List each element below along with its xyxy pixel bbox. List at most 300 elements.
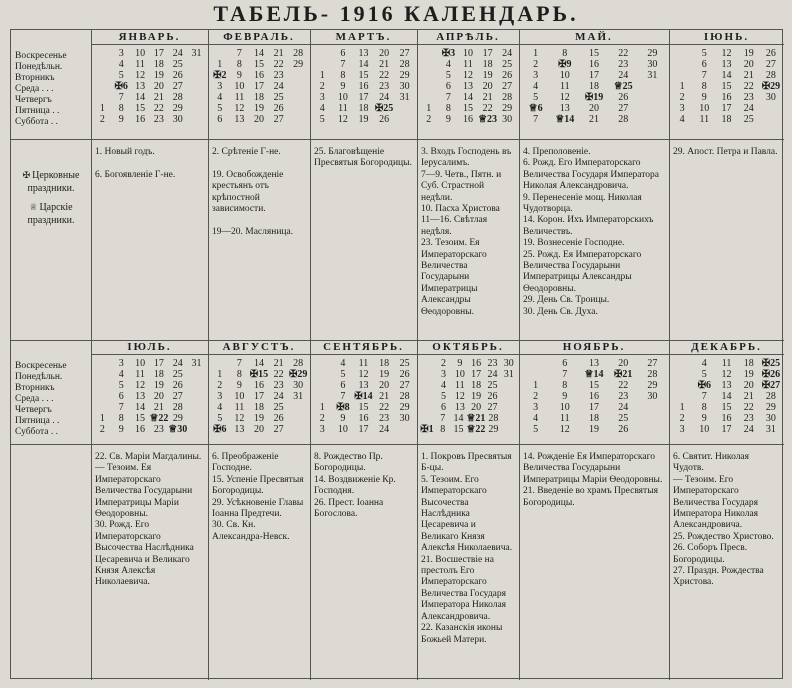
- day-cell: 4: [445, 59, 451, 70]
- day-cell: 2: [217, 380, 223, 391]
- day-cell: 18: [471, 380, 482, 391]
- day-cell: 16: [462, 114, 473, 125]
- day-cell: 24: [618, 70, 629, 81]
- week-day-row: [93, 92, 206, 103]
- day-cell: [419, 391, 435, 402]
- day-cell: 15: [589, 48, 599, 59]
- weekday-label: Суббота . .: [15, 117, 59, 127]
- week-day-row: [671, 70, 782, 81]
- day-cell: 19: [358, 114, 369, 125]
- day-cell: 1: [679, 81, 685, 92]
- week-day-row: [312, 48, 415, 59]
- day-cell: 17: [721, 424, 732, 435]
- week-day-row: [521, 424, 667, 435]
- day-cell: 24: [618, 402, 629, 413]
- day-cell: 15: [135, 413, 146, 424]
- day-cell: 25: [172, 369, 183, 380]
- day-cell: 14: [253, 358, 264, 369]
- day-cell: [93, 369, 112, 380]
- day-cell: 6: [340, 48, 346, 59]
- day-cell: 7: [118, 402, 124, 413]
- day-cell: 6: [440, 402, 446, 413]
- column-divider: [519, 30, 520, 680]
- day-cell: 3: [118, 48, 124, 59]
- month-name: ІЮЛЬ.: [127, 341, 172, 353]
- day-cell: 22: [379, 70, 390, 81]
- day-cell: 17: [358, 92, 369, 103]
- week-day-row: [210, 103, 308, 114]
- day-cell: [419, 380, 435, 391]
- day-cell: [93, 92, 112, 103]
- month-holidays: 29. Апост. Петра и Павла.: [673, 147, 778, 157]
- day-cell: ♕6: [528, 103, 543, 114]
- week-day-row: [93, 70, 206, 81]
- day-cell: [760, 103, 782, 114]
- day-cell: 31: [503, 369, 514, 380]
- day-cell: ✠6: [114, 81, 128, 92]
- weekday-label: Воскресенье: [15, 51, 67, 61]
- day-cell: [187, 402, 206, 413]
- day-cell: [419, 413, 435, 424]
- day-cell: 9: [236, 70, 242, 81]
- week-day-row: [521, 369, 667, 380]
- weekday-label: Воскресенье: [15, 361, 67, 371]
- day-cell: 21: [743, 391, 754, 402]
- day-cell: 9: [445, 114, 451, 125]
- day-cell: 9: [701, 413, 707, 424]
- day-cell: 20: [589, 103, 599, 114]
- day-cell: ♕14: [584, 369, 604, 380]
- week-day-row: [210, 92, 308, 103]
- day-cell: 1: [99, 413, 105, 424]
- month-name: МАЙ.: [575, 31, 613, 43]
- day-cell: 11: [135, 59, 145, 70]
- week-day-row: [419, 81, 517, 92]
- day-cell: 13: [721, 59, 732, 70]
- week-day-row: [521, 70, 667, 81]
- day-cell: 11: [135, 369, 145, 380]
- weekday-label: Понедѣльн.: [15, 62, 63, 72]
- day-cell: 6: [118, 391, 124, 402]
- day-cell: 30: [765, 413, 776, 424]
- day-cell: [187, 380, 206, 391]
- day-cell: 15: [253, 59, 264, 70]
- week-day-row: [419, 369, 517, 380]
- month-day-grid: [210, 48, 308, 125]
- week-day-row: [671, 413, 782, 424]
- week-day-row: [210, 81, 308, 92]
- day-cell: 15: [358, 402, 369, 413]
- day-cell: 20: [471, 402, 482, 413]
- week-day-row: [521, 48, 667, 59]
- day-cell: 24: [273, 81, 284, 92]
- day-cell: [671, 70, 693, 81]
- weekday-label: Пятница . .: [15, 106, 60, 116]
- day-cell: ✠26: [761, 369, 781, 380]
- day-cell: 13: [358, 380, 369, 391]
- day-cell: 27: [273, 424, 284, 435]
- month-holidays: 25. Благовѣщеніе Пресвятыя Богородицы.: [314, 147, 412, 169]
- day-cell: 5: [340, 369, 346, 380]
- day-cell: 2: [533, 59, 539, 70]
- day-cell: 28: [172, 402, 183, 413]
- day-cell: 5: [701, 369, 707, 380]
- page-title: ТАБЕЛЬ- 1916 КАЛЕНДАРЬ.: [213, 1, 579, 26]
- legend-tsar-label: Царскіе праздники.: [27, 202, 75, 226]
- column-divider: [310, 30, 311, 680]
- day-cell: 6: [562, 358, 568, 369]
- week-day-row: [210, 391, 308, 402]
- day-cell: 3: [679, 103, 685, 114]
- day-cell: 15: [453, 424, 464, 435]
- month-day-grid: [93, 358, 206, 435]
- day-cell: 4: [118, 59, 124, 70]
- day-cell: 6: [340, 380, 346, 391]
- day-cell: [187, 114, 206, 125]
- day-cell: 22: [482, 103, 493, 114]
- day-cell: 5: [440, 391, 446, 402]
- day-cell: [288, 70, 308, 81]
- day-cell: 1: [217, 369, 223, 380]
- day-cell: 3: [440, 369, 446, 380]
- day-cell: 24: [743, 424, 754, 435]
- column-divider: [669, 30, 670, 680]
- week-day-row: [419, 391, 517, 402]
- day-cell: [93, 70, 112, 81]
- day-cell: 22: [743, 81, 754, 92]
- day-cell: 10: [135, 358, 146, 369]
- day-cell: [187, 59, 206, 70]
- day-cell: 1: [319, 70, 325, 81]
- day-cell: 3: [319, 92, 325, 103]
- day-cell: 30: [765, 92, 776, 103]
- month-day-grid: [671, 48, 782, 125]
- week-day-row: [419, 358, 517, 369]
- day-cell: 14: [135, 92, 146, 103]
- day-cell: 13: [454, 402, 465, 413]
- week-day-row: [521, 380, 667, 391]
- day-cell: 13: [559, 103, 570, 114]
- day-cell: 13: [358, 48, 369, 59]
- day-cell: 23: [487, 358, 498, 369]
- day-cell: 10: [454, 369, 465, 380]
- day-cell: 4: [319, 103, 325, 114]
- day-cell: 18: [379, 358, 390, 369]
- day-cell: 20: [153, 391, 164, 402]
- day-cell: 9: [701, 92, 707, 103]
- week-day-row: [93, 103, 206, 114]
- day-cell: 3: [319, 424, 325, 435]
- day-cell: [671, 380, 693, 391]
- day-cell: 11: [234, 402, 245, 413]
- week-day-row: [521, 81, 667, 92]
- day-cell: [671, 358, 693, 369]
- day-cell: 29: [399, 70, 410, 81]
- day-cell: 20: [379, 380, 390, 391]
- week-day-row: [671, 402, 782, 413]
- month-holidays: 1. Покровъ Пресвятыя Б-цы. 5. Тезоим. Его Императорскаго Высочества Наслѣдника Цесаревича и Великаго Князя Алексѣя Николаевича. 21. Восшествіе на престолъ Его Императорскаго Величества Государя Императора Николая Александровича. 22. Казанскія иконы Божьей Матери.: [421, 452, 513, 645]
- month-holidays: 6. Преображеніе Господне. 15. Успеніе Пресвятыя Богородицы. 29. Усѣкновеніе Главы Іоанна Предтечи. 30. Св. Кн. Александра-Невск.: [212, 452, 304, 542]
- day-cell: 26: [399, 369, 410, 380]
- month-day-grid: [419, 48, 517, 125]
- month-name: СЕНТЯБРЬ.: [323, 341, 404, 353]
- week-day-row: [671, 380, 782, 391]
- week-day-row: [671, 391, 782, 402]
- day-cell: 12: [358, 369, 369, 380]
- day-cell: 28: [647, 369, 658, 380]
- day-cell: ✠19: [584, 92, 604, 103]
- day-cell: [394, 103, 415, 114]
- day-cell: 30: [502, 114, 513, 125]
- day-cell: 23: [273, 70, 284, 81]
- day-cell: 9: [457, 358, 463, 369]
- weekday-labels: [15, 361, 89, 438]
- day-cell: 3: [533, 70, 539, 81]
- day-cell: 21: [379, 59, 390, 70]
- day-cell: 28: [172, 92, 183, 103]
- day-cell: 16: [589, 59, 599, 70]
- week-day-row: [521, 59, 667, 70]
- day-cell: 20: [253, 114, 264, 125]
- day-cell: 16: [721, 413, 732, 424]
- day-cell: 26: [379, 114, 390, 125]
- week-day-row: [210, 424, 308, 435]
- day-cell: 13: [234, 114, 245, 125]
- week-day-row: [312, 114, 415, 125]
- day-cell: [638, 92, 667, 103]
- month-name: НОЯБРЬ.: [562, 341, 626, 353]
- month-holidays: 2. Срѣтеніе Г-не. 19. Освобожденіе крестьянъ отъ крѣпостной зависимости. 19—20. Масляница.: [212, 147, 294, 237]
- day-cell: 17: [589, 402, 599, 413]
- day-cell: 21: [273, 48, 284, 59]
- day-cell: 23: [618, 59, 629, 70]
- day-cell: 23: [379, 413, 390, 424]
- day-cell: 10: [337, 424, 348, 435]
- day-cell: 15: [589, 380, 599, 391]
- month-day-grid: [521, 48, 667, 125]
- week-day-row: [419, 402, 517, 413]
- day-cell: 19: [153, 380, 164, 391]
- day-cell: 4: [217, 92, 223, 103]
- day-cell: 14: [135, 402, 146, 413]
- day-cell: 23: [273, 380, 284, 391]
- day-cell: 8: [118, 103, 124, 114]
- legend-church-label: Церковные праздники.: [27, 170, 80, 194]
- day-cell: 8: [701, 402, 707, 413]
- day-cell: [187, 413, 206, 424]
- day-cell: 17: [471, 369, 482, 380]
- day-cell: 29: [172, 413, 183, 424]
- weekday-labels: [15, 51, 89, 128]
- day-cell: 27: [487, 402, 498, 413]
- day-cell: ✠14: [354, 391, 373, 402]
- day-cell: 22: [379, 402, 390, 413]
- month-name: ОКТЯБРЬ.: [432, 341, 504, 353]
- day-cell: 12: [462, 70, 473, 81]
- day-cell: 24: [743, 103, 754, 114]
- month-holidays: 22. Св. Маріи Магдалины. — Тезоим. Ея Императорскаго Величества Государыни Императрицы Маріи Ѳеодоровны. 30. Рожд. Его Императорскаго Высочества Наслѣдника Цесаревича и Великаго Князя Алексѣя Николаевича.: [95, 452, 202, 588]
- day-cell: 17: [358, 424, 369, 435]
- day-cell: 12: [559, 92, 570, 103]
- week-day-row: [419, 59, 517, 70]
- week-day-row: [521, 114, 667, 125]
- day-cell: 24: [273, 391, 284, 402]
- day-cell: 11: [455, 380, 465, 391]
- day-cell: 11: [721, 358, 732, 369]
- day-cell: 24: [487, 369, 498, 380]
- day-cell: ♕23: [478, 114, 498, 125]
- month-day-grid: [521, 358, 667, 435]
- day-cell: 18: [589, 413, 599, 424]
- day-cell: 2: [426, 114, 432, 125]
- day-cell: 4: [533, 81, 539, 92]
- day-cell: 2: [99, 424, 105, 435]
- day-cell: 19: [589, 424, 599, 435]
- week-day-row: [93, 358, 206, 369]
- day-cell: 8: [562, 48, 568, 59]
- day-cell: 31: [191, 358, 202, 369]
- day-cell: 30: [503, 358, 514, 369]
- day-cell: [312, 59, 333, 70]
- day-cell: 18: [253, 92, 264, 103]
- day-cell: 26: [172, 380, 183, 391]
- day-cell: 10: [135, 48, 146, 59]
- day-cell: 30: [293, 380, 304, 391]
- day-cell: 8: [445, 103, 451, 114]
- day-cell: 26: [172, 70, 183, 81]
- day-cell: 19: [253, 413, 264, 424]
- month-name: ФЕВРАЛЬ.: [223, 31, 295, 43]
- day-cell: 21: [273, 358, 284, 369]
- day-cell: 1: [533, 48, 539, 59]
- day-cell: [638, 114, 667, 125]
- week-day-row: [671, 114, 782, 125]
- week-day-row: [312, 358, 415, 369]
- day-cell: 5: [533, 92, 539, 103]
- day-cell: 20: [153, 81, 164, 92]
- day-cell: 11: [559, 413, 570, 424]
- week-day-row: [312, 380, 415, 391]
- day-cell: 14: [721, 391, 732, 402]
- week-day-row: [312, 103, 415, 114]
- day-cell: 11: [463, 59, 473, 70]
- day-cell: 10: [462, 48, 473, 59]
- day-cell: 17: [589, 70, 599, 81]
- week-day-row: [210, 369, 308, 380]
- day-cell: 6: [701, 59, 707, 70]
- day-cell: [288, 103, 308, 114]
- day-cell: 7: [236, 48, 242, 59]
- day-cell: 21: [589, 114, 599, 125]
- week-day-row: [671, 48, 782, 59]
- week-day-row: [312, 81, 415, 92]
- day-cell: 26: [502, 70, 513, 81]
- day-cell: [312, 391, 333, 402]
- day-cell: [187, 103, 206, 114]
- day-cell: 27: [647, 358, 658, 369]
- day-cell: 22: [273, 59, 284, 70]
- day-cell: ✠29: [761, 81, 781, 92]
- day-cell: 2: [533, 391, 539, 402]
- day-cell: 21: [743, 70, 754, 81]
- day-cell: 3: [217, 391, 223, 402]
- day-cell: 20: [482, 81, 493, 92]
- day-cell: [638, 402, 667, 413]
- day-cell: [312, 380, 333, 391]
- day-cell: 19: [379, 369, 390, 380]
- day-cell: 29: [488, 424, 499, 435]
- day-cell: 2: [319, 81, 325, 92]
- week-day-row: [93, 369, 206, 380]
- weekday-label: Среда . . .: [15, 84, 54, 94]
- day-cell: 29: [293, 59, 304, 70]
- month-header-divider: [91, 44, 784, 45]
- day-cell: 4: [679, 114, 685, 125]
- crown-icon: ♕: [29, 202, 38, 212]
- day-cell: 9: [340, 81, 346, 92]
- calendar-board: [10, 29, 783, 679]
- day-cell: 14: [462, 92, 473, 103]
- day-cell: 9: [340, 413, 346, 424]
- day-cell: 16: [135, 114, 146, 125]
- day-cell: 14: [453, 413, 464, 424]
- weekday-label: Понедѣльн.: [15, 372, 63, 382]
- day-cell: [419, 402, 435, 413]
- day-cell: 16: [721, 92, 732, 103]
- day-cell: [501, 391, 517, 402]
- day-cell: 18: [482, 59, 493, 70]
- day-cell: 21: [379, 391, 390, 402]
- day-cell: 3: [217, 81, 223, 92]
- weekday-label: Четвергъ: [15, 95, 52, 105]
- day-cell: [93, 59, 112, 70]
- day-cell: 4: [701, 358, 707, 369]
- day-cell: 23: [379, 81, 390, 92]
- day-cell: 4: [340, 358, 346, 369]
- day-cell: 31: [293, 391, 304, 402]
- day-cell: 28: [618, 114, 629, 125]
- day-cell: 20: [743, 380, 754, 391]
- day-cell: 8: [118, 413, 124, 424]
- day-cell: 26: [487, 391, 498, 402]
- day-cell: [187, 81, 206, 92]
- day-cell: 27: [172, 81, 183, 92]
- day-cell: [671, 59, 693, 70]
- day-cell: 10: [699, 424, 710, 435]
- day-cell: 25: [399, 358, 410, 369]
- day-cell: 2: [319, 413, 325, 424]
- day-cell: 7: [445, 92, 451, 103]
- day-cell: 8: [562, 380, 568, 391]
- weekday-label: Суббота . .: [15, 427, 59, 437]
- day-cell: 20: [379, 48, 390, 59]
- day-cell: 12: [234, 103, 245, 114]
- day-cell: 25: [487, 380, 498, 391]
- day-cell: ♕22: [149, 413, 169, 424]
- day-cell: 17: [153, 48, 164, 59]
- day-cell: [312, 358, 333, 369]
- day-cell: ✠8: [336, 402, 350, 413]
- week-day-row: [671, 103, 782, 114]
- day-cell: 22: [618, 380, 629, 391]
- week-day-row: [93, 81, 206, 92]
- day-cell: 14: [358, 59, 369, 70]
- week-day-row: [312, 70, 415, 81]
- month-holidays: 14. Рожденіе Ея Императорскаго Величества Государыни Императрицы Маріи Ѳеодоровны. 21. Введеніе во храмъ Пресвятыя Богородицы.: [523, 452, 663, 508]
- day-cell: ✠15: [249, 369, 269, 380]
- month-day-grid: [210, 358, 308, 435]
- day-cell: 9: [118, 424, 124, 435]
